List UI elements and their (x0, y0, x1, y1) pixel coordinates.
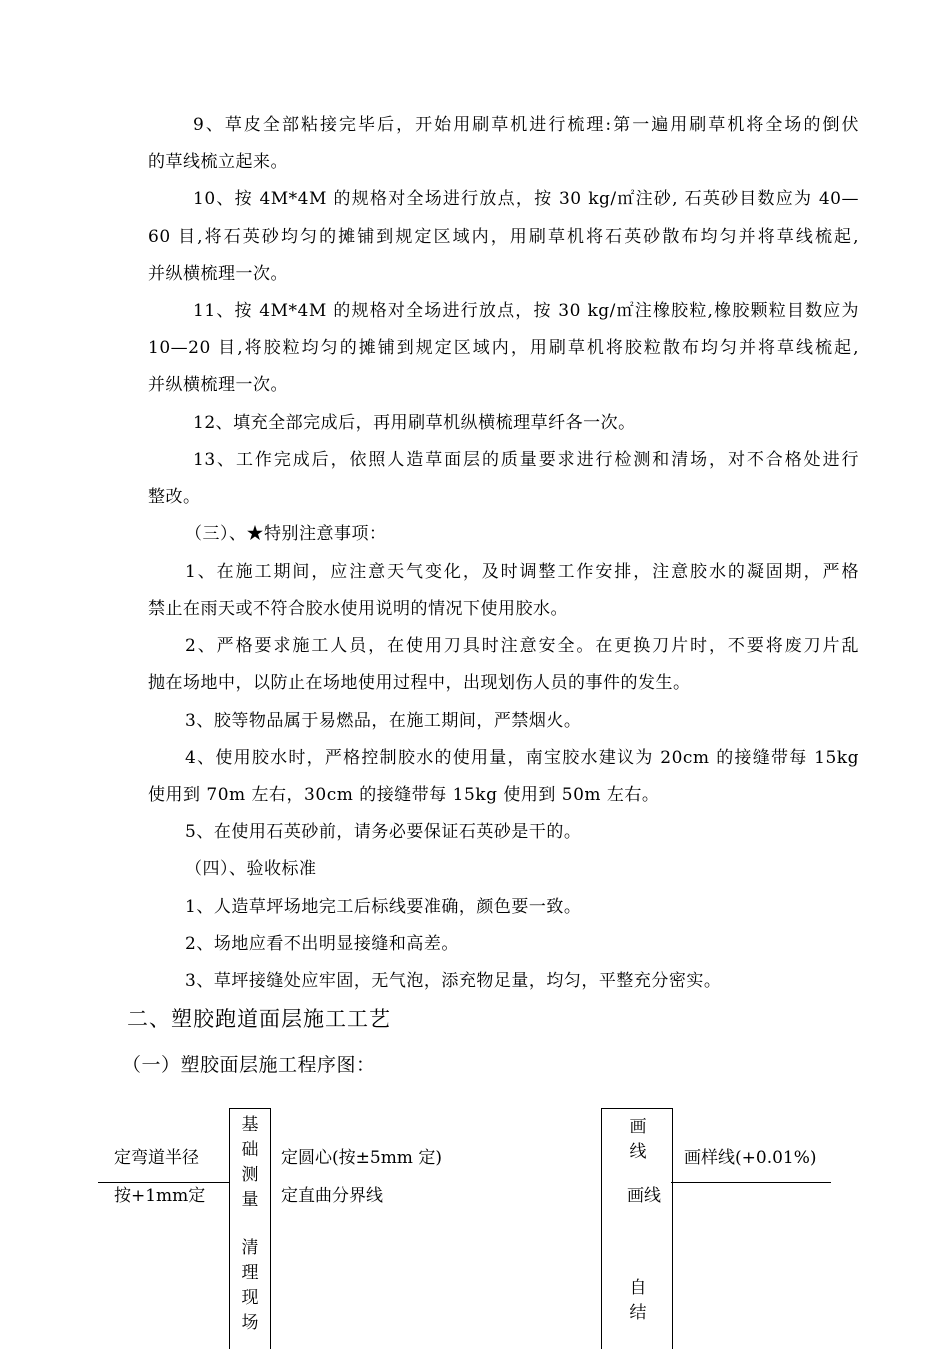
flow-box-survey-label: 基础测量 (241, 1115, 259, 1210)
para-13-line2: 整改。 (148, 487, 201, 507)
para-12-line1: 12、填充全部完成后，再用刷草机纵横梳理草纤各一次。 (193, 413, 636, 433)
flow-mid-bottom: 定直曲分界线 (281, 1186, 383, 1206)
para-11-line1: 11、按 4M*4M 的规格对全场进行放点，按 30 kg/㎡注橡胶粒,橡胶颗粒目数应为 (193, 301, 859, 321)
s3-item-2-line1: 2、严格要求施工人员，在使用刀具时注意安全。在更换刀片时，不要将废刀片乱 (185, 636, 859, 656)
subsection-heading: （一）塑胶面层施工程序图： (122, 1054, 376, 1076)
flow-right-top: 画样线(+0.01%) (684, 1148, 817, 1168)
section-3-title: （三）、★特别注意事项： (185, 524, 387, 544)
flow-box-drawing-label: 画线 (629, 1117, 647, 1162)
para-10-line2: 60 目,将石英砂均匀的摊铺到规定区域内，用刷草机将石英砂散布均匀并将草线梳起, (148, 227, 859, 247)
flow-right-connector (671, 1182, 831, 1183)
s4-item-3: 3、草坪接缝处应牢固，无气泡，添充物足量，均匀，平整充分密实。 (185, 971, 722, 991)
para-13-line1: 13、工作完成后，依照人造草面层的质量要求进行检测和清场，对不合格处进行 (193, 450, 859, 470)
para-9-line1: 9、草皮全部粘接完毕后，开始用刷草机进行梳理:第一遍用刷草机将全场的倒伏 (193, 115, 859, 135)
flow-box-clear-label: 清理现场 (241, 1238, 259, 1333)
s3-item-1-line1: 1、在施工期间，应注意天气变化，及时调整工作安排，注意胶水的凝固期，严格 (185, 562, 859, 582)
para-10-line1: 10、按 4M*4M 的规格对全场进行放点，按 30 kg/㎡注砂, 石英砂目数应为 40— (193, 189, 859, 209)
para-11-line2: 10—20 目,将胶粒均匀的摊铺到规定区域内，用刷草机将胶粒散布均匀并将草线梳起, (148, 338, 859, 358)
flow-box-drawing-mid: 画线 (627, 1186, 661, 1206)
para-10-line3: 并纵横梳理一次。 (148, 264, 288, 284)
s3-item-2-line2: 抛在场地中，以防止在场地使用过程中，出现划伤人员的事件的发生。 (148, 673, 691, 693)
section-4-title: （四）、验收标准 (185, 859, 317, 879)
s3-item-5-line1: 5、在使用石英砂前，请务必要保证石英砂是干的。 (185, 822, 582, 842)
para-11-line3: 并纵横梳理一次。 (148, 375, 288, 395)
chapter-heading: 二、塑胶跑道面层施工工艺 (127, 1007, 391, 1031)
flow-box-drawing-bottom: 自结 (629, 1278, 647, 1323)
flow-left-connector (98, 1182, 230, 1183)
s3-item-4-line2: 使用到 70m 左右，30cm 的接缝带每 15kg 使用到 50m 左右。 (148, 785, 660, 805)
s4-item-1: 1、人造草坪场地完工后标线要准确，颜色要一致。 (185, 897, 582, 917)
flow-mid-top: 定圆心(按±5mm 定) (281, 1148, 442, 1168)
flow-left-top: 定弯道半径 (114, 1148, 199, 1168)
s3-item-4-line1: 4、使用胶水时，严格控制胶水的使用量，南宝胶水建议为 20cm 的接缝带每 15kg (185, 748, 859, 768)
para-9-line2: 的草线梳立起来。 (148, 152, 288, 172)
s3-item-1-line2: 禁止在雨天或不符合胶水使用说明的情况下使用胶水。 (148, 599, 568, 619)
s3-item-3-line1: 3、胶等物品属于易燃品，在施工期间，严禁烟火。 (185, 711, 582, 731)
flow-left-bottom: 按+1mm定 (114, 1186, 206, 1206)
s4-item-2: 2、场地应看不出明显接缝和高差。 (185, 934, 459, 954)
